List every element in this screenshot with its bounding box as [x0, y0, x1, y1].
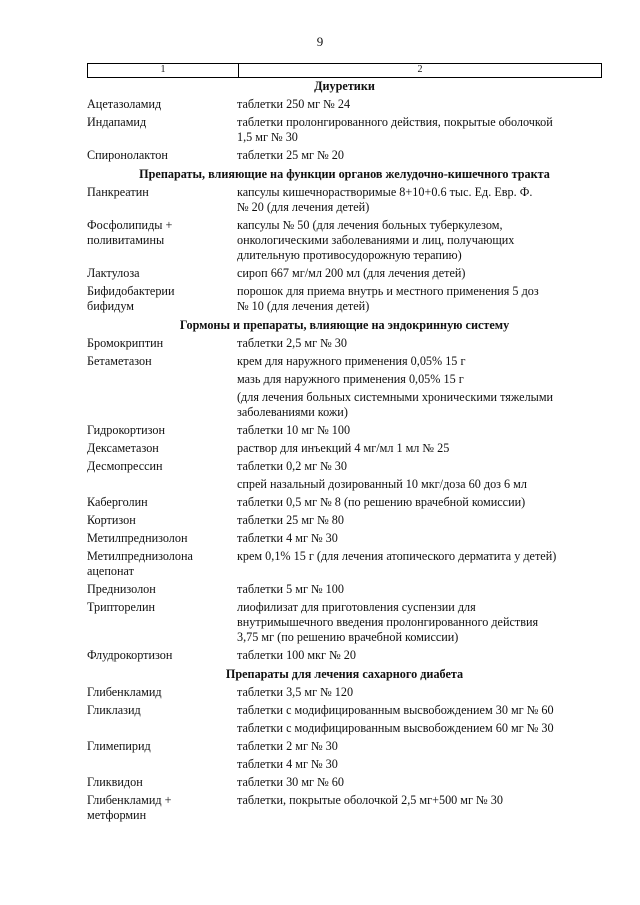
dosage-form-line: № 20 (для лечения детей): [237, 200, 370, 214]
dosage-form-line: заболеваниями кожи): [237, 405, 348, 419]
drug-name-line: Спиронолактон: [87, 148, 168, 162]
table-row: [87, 266, 602, 284]
drug-name-line: метформин: [87, 808, 147, 822]
dosage-form-line: таблетки 4 мг № 30: [237, 757, 338, 771]
drug-name: [87, 148, 237, 163]
dosage-form-line: порошок для приема внутрь и местного применения 5 доз: [237, 284, 539, 298]
drug-name: [87, 459, 237, 474]
drug-name: [87, 390, 237, 420]
dosage-form: [237, 513, 602, 528]
table-row: [87, 549, 602, 582]
table-row: [87, 336, 602, 354]
dosage-form: [237, 354, 602, 369]
table-row: [87, 793, 602, 826]
drug-name-line: бифидум: [87, 299, 134, 313]
dosage-form-line: таблетки пролонгированного действия, покрытые оболочкой: [237, 115, 553, 129]
dosage-form-line: таблетки 2 мг № 30: [237, 739, 338, 753]
dosage-form-line: крем для наружного применения 0,05% 15 г: [237, 354, 466, 368]
dosage-form-line: спрей назальный дозированный 10 мкг/доза 60 доз 6 мл: [237, 477, 527, 491]
drug-name-line: Лактулоза: [87, 266, 140, 280]
drug-name: [87, 354, 237, 369]
dosage-form: [237, 148, 602, 163]
dosage-form-line: таблетки 100 мкг № 20: [237, 648, 356, 662]
dosage-form: [237, 648, 602, 663]
table-row: [87, 495, 602, 513]
header-col-1: 1: [88, 64, 239, 77]
table-row: [87, 648, 602, 666]
drug-name: [87, 549, 237, 579]
drug-name-line: Бромокриптин: [87, 336, 164, 350]
drug-name: [87, 531, 237, 546]
dosage-form: [237, 495, 602, 510]
drug-name-line: Бетаметазон: [87, 354, 152, 368]
drug-name-line: поливитамины: [87, 233, 165, 247]
table-row: [87, 531, 602, 549]
dosage-form: [237, 721, 602, 736]
table-row: [87, 739, 602, 757]
table-row: [87, 390, 602, 423]
dosage-form: [237, 372, 602, 387]
dosage-form-line: крем 0,1% 15 г (для лечения атопического дерматита у детей): [237, 549, 557, 563]
drug-name-line: Гликвидон: [87, 775, 143, 789]
section-heading: Препараты, влияющие на функции органов желудочно-кишечного тракта: [139, 167, 550, 181]
dosage-form-line: таблетки 5 мг № 100: [237, 582, 344, 596]
table-row: [87, 354, 602, 372]
dosage-form: [237, 549, 602, 579]
drug-name-line: Дексаметазон: [87, 441, 159, 455]
dosage-form: [237, 757, 602, 772]
dosage-form-line: таблетки 250 мг № 24: [237, 97, 351, 111]
table-row: [87, 703, 602, 721]
drug-name: [87, 441, 237, 456]
dosage-form: [237, 582, 602, 597]
dosage-form-line: таблетки 25 мг № 80: [237, 513, 344, 527]
drug-name-line: Глибенкламид +: [87, 793, 172, 807]
drug-name: [87, 266, 237, 281]
drug-name-line: Трипторелин: [87, 600, 156, 614]
dosage-form-line: раствор для инъекций 4 мг/мл 1 мл № 25: [237, 441, 450, 455]
drug-name-line: Глибенкламид: [87, 685, 162, 699]
table-row: [87, 582, 602, 600]
drug-name-line: Бифидобактерии: [87, 284, 175, 298]
dosage-form-line: внутримышечного введения пролонгированного действия: [237, 615, 539, 629]
dosage-form-line: мазь для наружного применения 0,05% 15 г: [237, 372, 464, 386]
drug-name: [87, 685, 237, 700]
table-row: [87, 115, 602, 148]
header-col-2: 2: [417, 64, 423, 75]
dosage-form: [237, 423, 602, 438]
table-row: [87, 441, 602, 459]
drug-table: [87, 63, 602, 826]
dosage-form-line: (для лечения больных системными хроническими тяжелыми: [237, 390, 554, 404]
section-heading: Гормоны и препараты, влияющие на эндокринную систему: [179, 318, 510, 332]
dosage-form: [237, 775, 602, 790]
drug-name-line: Преднизолон: [87, 582, 156, 596]
dosage-form-line: таблетки с модифицированным высвобождением 60 мг № 30: [237, 721, 554, 735]
dosage-form: [237, 703, 602, 718]
section-heading: Препараты для лечения сахарного диабета: [225, 667, 464, 681]
drug-name-line: Кортизон: [87, 513, 136, 527]
dosage-form: [237, 477, 602, 492]
table-row: [87, 148, 602, 166]
drug-name: [87, 185, 237, 215]
drug-name-line: Ацетазоламид: [87, 97, 162, 111]
table-row: [87, 459, 602, 477]
page-number: 9: [316, 34, 324, 49]
dosage-form: [237, 97, 602, 112]
drug-name-line: Фосфолипиды +: [87, 218, 173, 232]
drug-name-line: Каберголин: [87, 495, 148, 509]
drug-name: [87, 513, 237, 528]
drug-name: [87, 423, 237, 438]
dosage-form-line: капсулы кишечнорастворимые 8+10+0.6 тыс. Ед. Евр. Ф.: [237, 185, 533, 199]
table-row: [87, 757, 602, 775]
dosage-form-line: № 10 (для лечения детей): [237, 299, 370, 313]
dosage-form-line: 3,75 мг (по решению врачебной комиссии): [237, 630, 459, 644]
dosage-form-line: сироп 667 мг/мл 200 мл (для лечения детей): [237, 266, 466, 280]
drug-name-line: Флудрокортизон: [87, 648, 173, 662]
dosage-form-line: таблетки с модифицированным высвобождением 30 мг № 60: [237, 703, 554, 717]
section-heading: Диуретики: [314, 79, 375, 93]
drug-name-line: Панкреатин: [87, 185, 149, 199]
table-row: [87, 721, 602, 739]
dosage-form: [237, 793, 602, 823]
dosage-form: [237, 218, 602, 263]
dosage-form-line: онкологическими заболеваниями и лиц, получающих: [237, 233, 515, 247]
drug-name: [87, 600, 237, 645]
dosage-form: [237, 185, 602, 215]
drug-name: [87, 284, 237, 314]
table-body: [87, 78, 602, 826]
dosage-form-line: таблетки 2,5 мг № 30: [237, 336, 347, 350]
drug-name-line: Гидрокортизон: [87, 423, 166, 437]
table-row: [87, 97, 602, 115]
drug-name-line: Гликлазид: [87, 703, 141, 717]
table-row: [87, 600, 602, 648]
drug-name: [87, 218, 237, 263]
table-row: [87, 218, 602, 266]
dosage-form-line: 1,5 мг № 30: [237, 130, 298, 144]
dosage-form: [237, 441, 602, 456]
dosage-form: [237, 284, 602, 314]
dosage-form: [237, 266, 602, 281]
table-row: [87, 185, 602, 218]
dosage-form-line: лиофилизат для приготовления суспензии для: [237, 600, 476, 614]
drug-name-line: ацепонат: [87, 564, 134, 578]
dosage-form-line: таблетки 0,5 мг № 8 (по решению врачебной комиссии): [237, 495, 526, 509]
dosage-form: [237, 336, 602, 351]
dosage-form-line: таблетки 3,5 мг № 120: [237, 685, 354, 699]
drug-name: [87, 739, 237, 754]
drug-name: [87, 477, 237, 492]
table-row: [87, 775, 602, 793]
drug-name-line: Метилпреднизолон: [87, 531, 188, 545]
dosage-form-line: таблетки 4 мг № 30: [237, 531, 338, 545]
drug-name-line: Метилпреднизолона: [87, 549, 193, 563]
dosage-form-line: таблетки 0,2 мг № 30: [237, 459, 347, 473]
drug-name: [87, 97, 237, 112]
drug-name: [87, 582, 237, 597]
drug-name: [87, 495, 237, 510]
dosage-form: [237, 459, 602, 474]
dosage-form: [237, 115, 602, 145]
drug-name: [87, 775, 237, 790]
dosage-form-line: длительную противосудорожную терапию): [237, 248, 462, 262]
dosage-form: [237, 390, 602, 420]
dosage-form-line: капсулы № 50 (для лечения больных туберкулезом,: [237, 218, 503, 232]
table-row: [87, 477, 602, 495]
dosage-form-line: таблетки 30 мг № 60: [237, 775, 344, 789]
dosage-form-line: таблетки, покрытые оболочкой 2,5 мг+500 мг № 30: [237, 793, 503, 807]
dosage-form: [237, 531, 602, 546]
table-row: [87, 284, 602, 317]
drug-name: [87, 336, 237, 351]
drug-name-line: Глимепирид: [87, 739, 151, 753]
dosage-form-line: таблетки 25 мг № 20: [237, 148, 344, 162]
drug-name: [87, 721, 237, 736]
dosage-form-line: таблетки 10 мг № 100: [237, 423, 351, 437]
drug-name-line: Индапамид: [87, 115, 147, 129]
table-row: [87, 513, 602, 531]
drug-name: [87, 372, 237, 387]
drug-name: [87, 757, 237, 772]
drug-name: [87, 648, 237, 663]
dosage-form: [237, 685, 602, 700]
drug-name: [87, 115, 237, 145]
drug-name-line: Десмопрессин: [87, 459, 163, 473]
table-row: [87, 372, 602, 390]
drug-name: [87, 703, 237, 718]
dosage-form: [237, 600, 602, 645]
table-row: [87, 423, 602, 441]
table-header: [87, 63, 602, 78]
dosage-form: [237, 739, 602, 754]
drug-name: [87, 793, 237, 823]
table-row: [87, 685, 602, 703]
